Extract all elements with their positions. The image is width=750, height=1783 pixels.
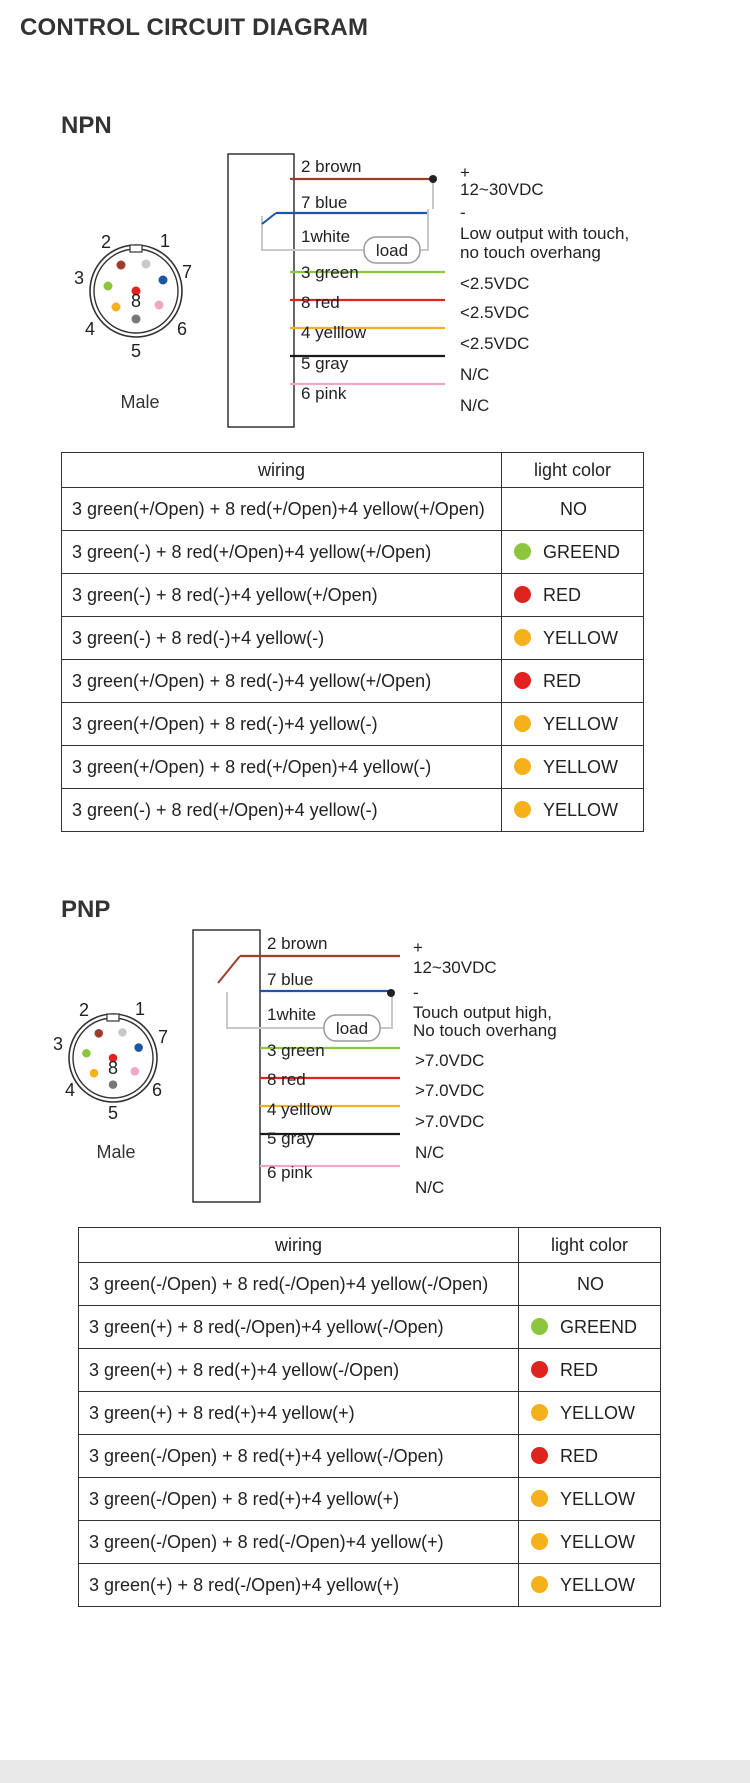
pnp-table-row xyxy=(79,1564,661,1607)
pnp-row-light-color xyxy=(519,1392,661,1435)
npn-row-wiring: 3 green(-) + 8 red(+/Open)+4 yellow(-) xyxy=(62,789,502,832)
npn-light-label: YELLOW xyxy=(543,627,619,648)
pnp-value-red: >7.0VDC xyxy=(415,1081,485,1100)
npn-light-label: GREEND xyxy=(543,541,621,562)
pnp-center-pin-label: 8 xyxy=(107,1058,119,1078)
pnp-table-row xyxy=(79,1306,661,1349)
pnp-wire-label-gray: 5 gray xyxy=(267,1129,315,1148)
indicator-dot-icon xyxy=(531,1576,548,1593)
indicator-dot-icon xyxy=(531,1533,548,1550)
pnp-wire-label-pink: 6 pink xyxy=(267,1163,313,1182)
indicator-dot-icon xyxy=(531,1490,548,1507)
pnp-light-label: YELLOW xyxy=(560,1488,636,1509)
pnp-value-pink: N/C xyxy=(415,1178,445,1197)
npn-wire-label-gray: 5 gray xyxy=(301,354,349,373)
npn-value-minus: - xyxy=(460,203,466,222)
npn-row-wiring: 3 green(+/Open) + 8 red(-)+4 yellow(-) xyxy=(62,703,502,746)
pnp-light-label: RED xyxy=(560,1359,599,1380)
pnp-row-light-color xyxy=(519,1349,661,1392)
pnp-pin-label-4: 4 xyxy=(64,1080,76,1100)
npn-pin-label-5: 5 xyxy=(130,341,142,361)
pnp-header-wiring: wiring xyxy=(79,1228,519,1263)
npn-light-label: NO xyxy=(560,498,587,519)
pnp-light-label: YELLOW xyxy=(560,1402,636,1423)
npn-row-light-color xyxy=(502,531,644,574)
npn-pin-label-7: 7 xyxy=(181,262,193,282)
pnp-row-wiring: 3 green(+) + 8 red(-/Open)+4 yellow(+) xyxy=(79,1564,519,1607)
pnp-pin-label-7: 7 xyxy=(157,1027,169,1047)
npn-header-light: light color xyxy=(502,453,644,488)
indicator-dot-icon xyxy=(531,1447,548,1464)
pnp-row-wiring: 3 green(+) + 8 red(+)+4 yellow(+) xyxy=(79,1392,519,1435)
npn-value-gray: N/C xyxy=(460,365,490,384)
pnp-wire-values xyxy=(413,938,557,1197)
npn-table-row xyxy=(62,531,644,574)
pnp-row-wiring: 3 green(-/Open) + 8 red(-/Open)+4 yellow(-/Open) xyxy=(79,1263,519,1306)
pnp-light-label: GREEND xyxy=(560,1316,638,1337)
npn-value-plus: + xyxy=(460,163,470,182)
pnp-row-light-color xyxy=(519,1435,661,1478)
npn-row-wiring: 3 green(+/Open) + 8 red(-)+4 yellow(+/Open) xyxy=(62,660,502,703)
npn-row-light-color xyxy=(502,488,644,531)
npn-brown-junction-dot xyxy=(429,175,437,183)
pnp-value-white-2: No touch overhang xyxy=(413,1021,557,1040)
pnp-table-row xyxy=(79,1263,661,1306)
npn-wire-labels xyxy=(301,157,367,403)
indicator-dot-icon xyxy=(514,586,531,603)
pnp-pin-label-1: 1 xyxy=(134,999,146,1019)
pnp-value-plus: + xyxy=(413,938,423,957)
npn-wire-values xyxy=(460,163,629,415)
footer-bar xyxy=(0,1760,750,1783)
pnp-value-minus: - xyxy=(413,983,419,1002)
npn-row-light-color xyxy=(502,660,644,703)
npn-light-label: RED xyxy=(543,670,582,691)
npn-row-wiring: 3 green(+/Open) + 8 red(+/Open)+4 yellow(-) xyxy=(62,746,502,789)
npn-title: NPN xyxy=(61,112,112,139)
pnp-row-light-color xyxy=(519,1521,661,1564)
pnp-wire-label-red: 8 red xyxy=(267,1070,306,1089)
pnp-row-wiring: 3 green(-/Open) + 8 red(+)+4 yellow(+) xyxy=(79,1478,519,1521)
npn-row-light-color xyxy=(502,574,644,617)
npn-wire-label-red: 8 red xyxy=(301,293,340,312)
pnp-pin-label-5: 5 xyxy=(107,1103,119,1123)
npn-value-white-2: no touch overhang xyxy=(460,243,601,262)
pnp-wire-label-yellow: 4 yelllow xyxy=(267,1100,333,1119)
npn-light-label: YELLOW xyxy=(543,756,619,777)
pnp-value-green: >7.0VDC xyxy=(415,1051,485,1070)
pnp-value-gray: N/C xyxy=(415,1143,445,1162)
npn-pin-label-1: 1 xyxy=(159,231,171,251)
npn-value-pink: N/C xyxy=(460,396,490,415)
pnp-sensor-box xyxy=(193,930,260,1202)
pnp-title: PNP xyxy=(61,896,111,923)
npn-table-header xyxy=(62,453,644,488)
npn-table-row xyxy=(62,746,644,789)
npn-row-light-color xyxy=(502,617,644,660)
npn-light-label: YELLOW xyxy=(543,713,619,734)
pnp-wire-label-blue: 7 blue xyxy=(267,970,314,989)
npn-table-row xyxy=(62,574,644,617)
pnp-pin-label-2: 2 xyxy=(78,1000,90,1020)
npn-sensor-box xyxy=(228,154,294,427)
pnp-row-wiring: 3 green(-/Open) + 8 red(+)+4 yellow(-/Open) xyxy=(79,1435,519,1478)
npn-header-wiring: wiring xyxy=(62,453,502,488)
npn-pin-label-6: 6 xyxy=(176,319,188,339)
npn-pin-label-3: 3 xyxy=(73,268,85,288)
npn-table-row xyxy=(62,703,644,746)
npn-value-supply: 12~30VDC xyxy=(460,180,544,199)
pnp-wire-labels xyxy=(267,934,333,1182)
indicator-dot-icon xyxy=(531,1318,548,1335)
npn-value-yellow: <2.5VDC xyxy=(460,334,530,353)
pnp-value-white-1: Touch output high, xyxy=(413,1003,552,1022)
pnp-light-label: YELLOW xyxy=(560,1531,636,1552)
indicator-dot-icon xyxy=(514,758,531,775)
npn-wire-label-pink: 6 pink xyxy=(301,384,347,403)
pnp-male-label: Male xyxy=(96,1142,136,1162)
pnp-light-label: YELLOW xyxy=(560,1574,636,1595)
pnp-load-label: load xyxy=(335,1019,369,1038)
indicator-dot-icon xyxy=(514,672,531,689)
npn-wire-label-yellow: 4 yelllow xyxy=(301,323,367,342)
pnp-table-row xyxy=(79,1392,661,1435)
indicator-dot-icon xyxy=(514,715,531,732)
npn-value-red: <2.5VDC xyxy=(460,303,530,322)
pnp-row-wiring: 3 green(+) + 8 red(-/Open)+4 yellow(-/Open) xyxy=(79,1306,519,1349)
page-title: CONTROL CIRCUIT DIAGRAM xyxy=(20,14,369,41)
pnp-header-light: light color xyxy=(519,1228,661,1263)
indicator-dot-icon xyxy=(531,1361,548,1378)
pnp-table-row xyxy=(79,1349,661,1392)
npn-table-row xyxy=(62,617,644,660)
indicator-dot-icon xyxy=(514,629,531,646)
npn-table-row xyxy=(62,488,644,531)
pnp-table-row xyxy=(79,1521,661,1564)
npn-wire-label-white: 1white xyxy=(301,227,351,246)
pnp-value-yellow: >7.0VDC xyxy=(415,1112,485,1131)
npn-row-light-color xyxy=(502,746,644,789)
pnp-wiring-table xyxy=(78,1227,661,1607)
npn-table-row xyxy=(62,789,644,832)
pnp-wiring-diagram xyxy=(0,928,750,1208)
npn-wire-label-blue: 7 blue xyxy=(301,193,348,212)
npn-value-green: <2.5VDC xyxy=(460,274,530,293)
npn-male-label: Male xyxy=(120,392,160,412)
indicator-dot-icon xyxy=(514,543,531,560)
pnp-row-light-color xyxy=(519,1263,661,1306)
npn-row-wiring: 3 green(-) + 8 red(-)+4 yellow(-) xyxy=(62,617,502,660)
pnp-pin-label-6: 6 xyxy=(151,1080,163,1100)
npn-row-wiring: 3 green(+/Open) + 8 red(+/Open)+4 yellow(+/Open) xyxy=(62,488,502,531)
pnp-row-light-color xyxy=(519,1564,661,1607)
pnp-wire-label-green: 3 green xyxy=(267,1041,325,1060)
npn-value-white-1: Low output with touch, xyxy=(460,224,630,243)
npn-light-label: YELLOW xyxy=(543,799,619,820)
pnp-table-row xyxy=(79,1478,661,1521)
pnp-light-label: RED xyxy=(560,1445,599,1466)
pnp-wire-label-brown: 2 brown xyxy=(267,934,328,953)
npn-light-label: RED xyxy=(543,584,582,605)
pnp-pin-label-3: 3 xyxy=(52,1034,64,1054)
indicator-dot-icon xyxy=(514,801,531,818)
pnp-row-wiring: 3 green(+) + 8 red(+)+4 yellow(-/Open) xyxy=(79,1349,519,1392)
pnp-value-supply: 12~30VDC xyxy=(413,958,497,977)
npn-center-pin-label: 8 xyxy=(130,291,142,311)
pnp-wire-lines xyxy=(240,956,400,1166)
npn-pin-label-2: 2 xyxy=(100,232,112,252)
npn-row-light-color xyxy=(502,703,644,746)
indicator-dot-icon xyxy=(531,1404,548,1421)
npn-wiring-table xyxy=(61,452,644,832)
npn-row-light-color xyxy=(502,789,644,832)
pnp-row-light-color xyxy=(519,1306,661,1349)
npn-pin-label-4: 4 xyxy=(84,319,96,339)
pnp-row-light-color xyxy=(519,1478,661,1521)
npn-table-row xyxy=(62,660,644,703)
pnp-light-label: NO xyxy=(577,1273,604,1294)
npn-row-wiring: 3 green(-) + 8 red(-)+4 yellow(+/Open) xyxy=(62,574,502,617)
pnp-wire-label-white: 1white xyxy=(267,1005,317,1024)
pnp-table-header xyxy=(79,1228,661,1263)
npn-load-label: load xyxy=(375,241,409,260)
npn-wire-label-green: 3 green xyxy=(301,263,359,282)
pnp-table-row xyxy=(79,1435,661,1478)
pnp-row-wiring: 3 green(-/Open) + 8 red(-/Open)+4 yellow(+) xyxy=(79,1521,519,1564)
npn-wiring-diagram xyxy=(0,150,750,430)
npn-wire-label-brown: 2 brown xyxy=(301,157,362,176)
pnp-blue-junction-dot xyxy=(387,989,395,997)
npn-row-wiring: 3 green(-) + 8 red(+/Open)+4 yellow(+/Open) xyxy=(62,531,502,574)
